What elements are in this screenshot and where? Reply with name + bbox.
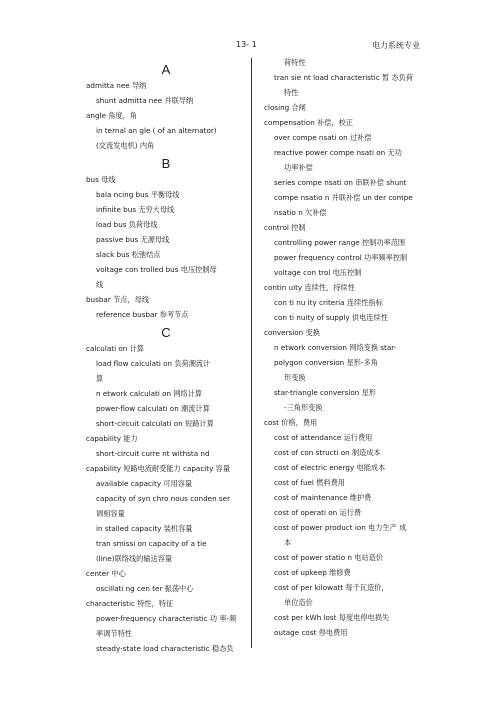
glossary-subterm: tran smissi on capacity of a tie [96, 539, 207, 548]
glossary-subterm: short-circuit curre nt withsta nd [96, 449, 210, 458]
glossary-subterm: 率调节特性 [96, 629, 132, 638]
glossary-term: calculati on 计算 [86, 344, 144, 353]
glossary-subterm: 功率补偿 [284, 163, 313, 172]
glossary-subterm: cost of maintenance 维护费 [274, 493, 372, 502]
glossary-subterm: slack bus 松弛结点 [96, 250, 161, 259]
glossary-subterm: 单位造价 [284, 598, 313, 607]
glossary-subterm: cost of electric energy 电能成本 [274, 463, 386, 472]
glossary-subterm: series compe nsati on 串联补偿 shunt [274, 178, 407, 187]
glossary-term: conversion 变换 [264, 328, 320, 337]
glossary-subterm: reactive power compe nsati on 无功 [274, 148, 402, 157]
glossary-term: angle 角度，角 [86, 111, 137, 120]
glossary-subterm: infinite bus 无穷大母线 [96, 205, 175, 214]
right-column [264, 58, 434, 643]
glossary-subterm: cost of power product ion 电力生产 成 [274, 523, 407, 532]
glossary-subterm: 形变换 [284, 373, 306, 382]
glossary-term: characteristic 特性，特征 [86, 599, 174, 608]
glossary-subterm: short-circuit calculati on 短路计算 [96, 419, 214, 428]
glossary-subterm: power frequency control 功率频率控制 [274, 253, 408, 262]
glossary-term: contin uity 连续性，持续性 [264, 283, 355, 292]
glossary-subterm: shunt admitta nee 并联导纳 [96, 96, 194, 105]
glossary-subterm: compe nsatio n 并联补偿 un der compe [274, 193, 413, 202]
glossary-subterm: available capacity 可用容量 [96, 479, 193, 488]
glossary-subterm: cost of attendance 运行费用 [274, 433, 373, 442]
glossary-subterm: cost per kWh lost 每度电停电损失 [274, 613, 390, 622]
glossary-term: cost 价格，费用 [264, 418, 318, 427]
glossary-subterm: star-triangle conversion 星形 [274, 388, 376, 397]
glossary-subterm: 算 [96, 374, 104, 383]
glossary-subterm: reference busbar 参考节点 [96, 310, 189, 319]
glossary-subterm: -三角形变换 [284, 403, 323, 412]
section-letter: A [161, 62, 171, 77]
glossary-subterm: tran sie nt load characteristic 暂 态负荷 [274, 73, 414, 82]
glossary-subterm: load flow calculati on 负荷潮流计 [96, 359, 211, 368]
glossary-subterm: cost of per kilowatt 每千瓦造价， [274, 583, 389, 592]
glossary-subterm: passive bus 无源母线 [96, 235, 170, 244]
glossary-subterm: 荷特性 [284, 58, 306, 67]
glossary-subterm: (交流发电机) 内角 [96, 141, 155, 150]
glossary-subterm: in stalled capacity 装机容量 [96, 524, 193, 533]
glossary-subterm: n etwork calculati on 网络计算 [96, 389, 203, 398]
glossary-subterm: con ti nuity of supply 供电连续性 [274, 313, 388, 322]
glossary-subterm: oscillati ng cen ter 振荡中心 [96, 584, 194, 593]
section-letter: B [161, 156, 171, 171]
glossary-subterm: load bus 负荷母线 [96, 220, 158, 229]
glossary-subterm: 线 [96, 280, 104, 289]
page-header [0, 40, 500, 54]
glossary-subterm: cost of power statio n 电站造价 [274, 553, 383, 562]
glossary-term: capability 短路电流耐受能力 capacity 容量 [86, 464, 231, 473]
glossary-subterm: polygon conversion 星形-多角 [274, 358, 378, 367]
glossary-subterm: controlling power range 控制功率范围 [274, 238, 406, 247]
glossary-term: busbar 节点，母线 [86, 295, 150, 304]
glossary-term: capability 能力 [86, 434, 138, 443]
glossary-subterm: con ti nu ity criteria 连续性指标 [274, 298, 383, 307]
glossary-subterm: in ternal an gle ( of an alternator) [96, 126, 217, 135]
glossary-subterm: cost of upkeep 维修费 [274, 568, 351, 577]
glossary-subterm: cost of fuel 燃料费用 [274, 478, 345, 487]
glossary-term: compensation 补偿，校正 [264, 118, 354, 127]
glossary-subterm: power-frequency characteristic 功 率-频 [96, 614, 237, 623]
glossary-subterm: capacity of syn chro nous conden ser [96, 494, 231, 503]
glossary-subterm: power-flow calculati on 潮流计算 [96, 404, 210, 413]
glossary-subterm: steady-state load characteristic 稳态负 [96, 644, 234, 653]
glossary-subterm: voltage con trol 电压控制 [274, 268, 362, 277]
glossary-term: control 控制 [264, 223, 306, 232]
glossary-subterm: voltage con trolled bus 电压控制母 [96, 265, 217, 274]
glossary-term: closing 合闸 [264, 103, 306, 112]
glossary-subterm: over compe nsati on 过补偿 [274, 133, 372, 142]
glossary-subterm: 调相容量 [96, 509, 125, 518]
glossary-subterm: 本 [284, 538, 292, 547]
glossary-term: admitta nee 导纳 [86, 81, 147, 90]
glossary-term: bus 母线 [86, 175, 116, 184]
glossary-subterm: (line)联络线的输送容量 [96, 554, 173, 563]
glossary-subterm: cost of operati on 运行费 [274, 508, 362, 517]
glossary-subterm: n etwork conversion 网络变换 star- [274, 343, 397, 352]
glossary-subterm: cost of con structi on 制造成本 [274, 448, 381, 457]
header-title: 电力系统专业 [372, 41, 420, 50]
glossary-subterm: outage cost 停电费用 [274, 628, 348, 637]
section-letter: C [161, 325, 171, 340]
glossary-subterm: 特性 [284, 88, 299, 97]
glossary-subterm: nsatio n 欠补偿 [274, 208, 327, 217]
glossary-subterm: bala ncing bus 平衡母线 [96, 190, 180, 199]
glossary-term: center 中心 [86, 569, 126, 578]
column-divider [251, 58, 252, 648]
left-column [86, 58, 246, 659]
page-number: 13- 1 [236, 40, 257, 49]
